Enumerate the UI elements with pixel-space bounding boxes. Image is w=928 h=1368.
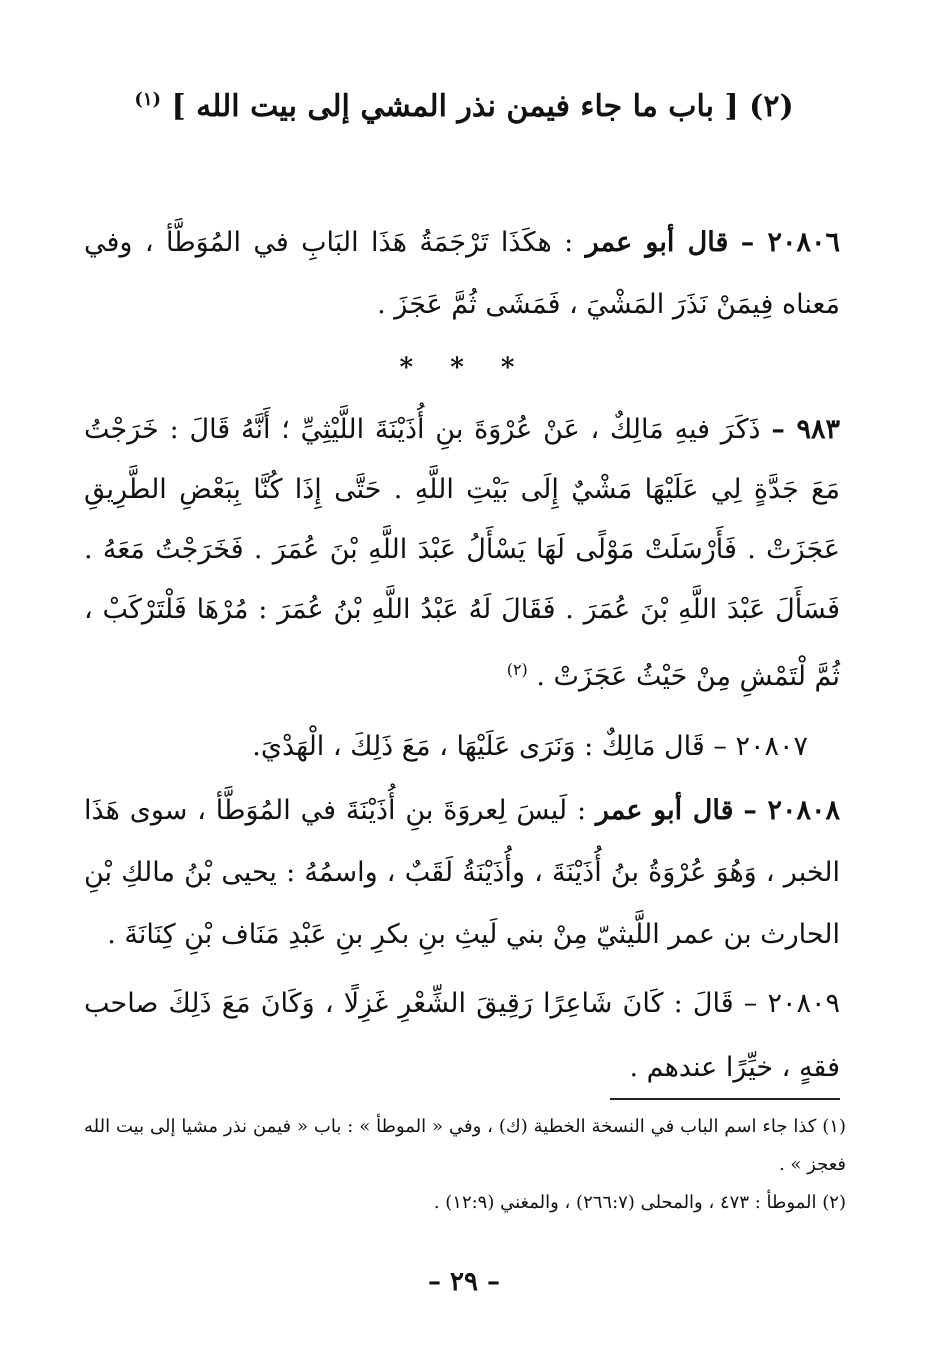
paragraph-speaker: قال أبو عمر bbox=[585, 227, 729, 258]
hadith-983 bbox=[84, 400, 840, 707]
hadith-number: ٩٨٣ – bbox=[771, 414, 840, 445]
paragraph-20809 bbox=[84, 972, 840, 1100]
footnotes bbox=[84, 1108, 846, 1222]
paragraph-text: قَالَ : كَانَ شَاعِرًا رَقِيقَ الشِّعْرِ غَزِلًا ، وَكَانَ مَعَ ذَلِكَ صاحب فقهٍ ، خيِّرًا عندهم . bbox=[84, 988, 840, 1083]
paragraph-speaker: قال أبو عمر bbox=[595, 795, 734, 826]
paragraph-20807 bbox=[84, 716, 808, 778]
paragraph-text: : هكَذَا تَرْجَمَةُ هَذَا البَابِ في المُوَطَّأ ، وفي مَعناه فِيمَنْ نَذَرَ المَشْيَ ، فَمَشَى ثُمَّ عَجَزَ . bbox=[84, 227, 840, 320]
paragraph-number: ٢٠٨٠٩ – bbox=[743, 988, 840, 1019]
paragraph-number: ٢٠٨٠٦ – bbox=[740, 227, 840, 258]
section-separator: * * * bbox=[399, 353, 529, 383]
hadith-footnote-mark: (٢) bbox=[506, 660, 528, 679]
heading-footnote-mark: (١) bbox=[134, 89, 162, 110]
footnote-1: (١) كذا جاء اسم الباب في النسخة الخطية (ك) ، وفي « الموطأ » : باب « فيمن نذر مشيا إلى بيت الله فعجز » . bbox=[84, 1116, 846, 1175]
paragraph-number: ٢٠٨٠٨ – bbox=[743, 795, 840, 826]
paragraph-20808 bbox=[84, 780, 840, 966]
page-number: – ٢٩ – bbox=[427, 1267, 501, 1297]
paragraph-text: قَال مَالِكٌ : وَنَرَى عَلَيْهَا ، مَعَ ذَلِكَ ، الْهَدْيَ. bbox=[252, 731, 705, 762]
hadith-text: ذَكَرَ فيهِ مَالِكٌ ، عَنْ عُرْوَةَ بنِ أُذَيْنَةَ اللَّيْثِيِّ ؛ أَنَّهُ قَالَ : خَرَجْتُ مَعَ جَدَّةٍ لِي عَلَيْهَا مَشْيٌ إِلَى بَيْتِ اللَّهِ . حَتَّى إِذَا كُنَّا بِبَعْضِ الطَّرِيقِ عَجَزَتْ . فَأَرْسَلَتْ مَوْلًى لَهَا يَسْأَلُ عَبْدَ اللَّهِ بْنَ عُمَرَ . فَخَرَجْتُ مَعَهُ . فَسَأَلَ عَبْدَ اللَّهِ بْنَ عُمَرَ . فَقَالَ لَهُ عَبْدُ اللَّهِ بْنُ عُمَرَ : مُرْهَا فَلْتَرْكَبْ ، ثُمَّ لْتَمْشِ مِنْ حَيْثُ عَجَزَتْ . bbox=[84, 414, 840, 692]
footnote-divider bbox=[610, 1098, 840, 1100]
footnote-2: (٢) الموطأ : ٤٧٣ ، والمحلى (٢٦٦:٧) ، والمغني (١٢:٩) . bbox=[433, 1192, 846, 1213]
paragraph-text: : لَيسَ لِعروَةَ بنِ أُذَيْنَةَ في المُوَطَّأ ، سوى هَذَا الخبر ، وَهُوَ عُرْوَةُ بنُ أُذَيْنَةَ ، وأُذَيْنَةُ لَقَبٌ ، واسمُهُ : يحيى بْنُ مالكِ بْنِ الحارث بن عمر اللَّيثيّ مِنْ بني لَيثِ بنِ بكرِ بنِ عَبْدِ مَنَاف بْنِ كِنَانَةَ . bbox=[84, 795, 840, 950]
paragraph-20806 bbox=[84, 212, 840, 336]
paragraph-number: ٢٠٨٠٧ – bbox=[713, 731, 808, 762]
chapter-heading bbox=[90, 78, 838, 129]
chapter-title: [ باب ما جاء فيمن نذر المشي إلى بيت الله ] bbox=[171, 89, 739, 124]
chapter-number: (٢) bbox=[749, 89, 794, 124]
